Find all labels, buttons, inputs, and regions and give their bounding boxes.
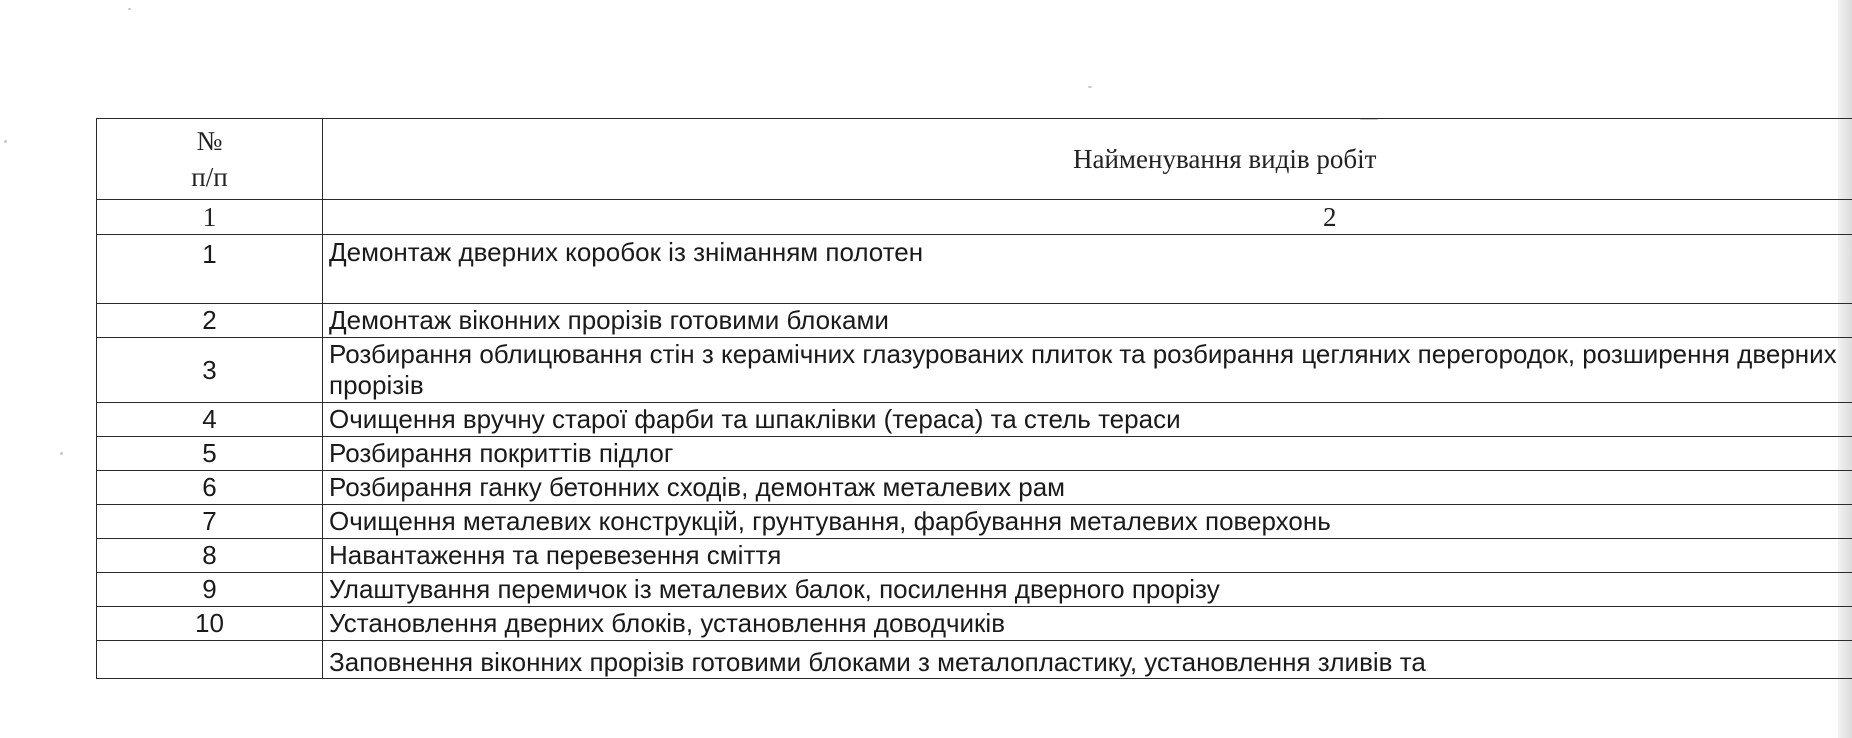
table-row [97, 338, 1852, 403]
row-number [97, 641, 323, 679]
table-row [97, 607, 1852, 641]
header-name-cell: Найменування видів робіт [323, 119, 1852, 200]
table-row [97, 304, 1852, 338]
row-work-name-text: Заповнення віконних прорізів готовими блоками з металопластику, установлення зливів та [329, 647, 1426, 677]
row-work-name: Розбирання покриттів підлог [323, 437, 1852, 471]
row-number: 6 [97, 471, 323, 505]
column-index-2: 2 [323, 200, 1852, 235]
header-number-cell [97, 119, 323, 200]
table-header-row [97, 119, 1852, 200]
row-number: 7 [97, 505, 323, 539]
scan-speck [1088, 86, 1092, 88]
table-row [97, 573, 1852, 607]
table-row [97, 403, 1852, 437]
table-row [97, 235, 1852, 304]
row-number: 9 [97, 573, 323, 607]
row-number: 3 [97, 338, 323, 403]
row-number: 1 [97, 235, 323, 304]
row-work-name: Демонтаж дверних коробок із зніманням полотен [323, 235, 1852, 304]
table-row-partial [97, 641, 1852, 679]
row-number: 2 [97, 304, 323, 338]
row-work-name: Розбирання ганку бетонних сходів, демонтаж металевих рам [323, 471, 1852, 505]
row-work-name: Очищення металевих конструкцій, грунтування, фарбування металевих поверхонь [323, 505, 1852, 539]
table-row [97, 471, 1852, 505]
scan-speck [4, 140, 7, 143]
row-number: 10 [97, 607, 323, 641]
column-index-1: 1 [97, 200, 323, 235]
row-number: 4 [97, 403, 323, 437]
column-index-row [97, 200, 1852, 235]
row-work-name: Очищення вручну старої фарби та шпаклівки (тераса) та стель тераси [323, 403, 1852, 437]
row-work-name: Установлення дверних блоків, установлення доводчиків [323, 607, 1852, 641]
header-number-abbrev: п/п [191, 162, 228, 192]
row-work-name: Розбирання облицювання стін з керамічних глазурованих плиток та розбирання цегляних перегородок, розширення дверних прорізів [323, 338, 1852, 403]
row-number: 5 [97, 437, 323, 471]
row-number: 8 [97, 539, 323, 573]
works-table [96, 118, 1852, 679]
table-row [97, 437, 1852, 471]
row-work-name: Демонтаж віконних прорізів готовими блоками [323, 304, 1852, 338]
row-work-name: Навантаження та перевезення сміття [323, 539, 1852, 573]
scan-speck [60, 452, 63, 455]
row-work-name: Улаштування перемичок із металевих балок, посилення дверного прорізу [323, 573, 1852, 607]
scan-speck [128, 8, 131, 10]
header-number-symbol: № [196, 126, 223, 156]
table-row [97, 505, 1852, 539]
table-row [97, 539, 1852, 573]
row-work-name [323, 641, 1852, 679]
